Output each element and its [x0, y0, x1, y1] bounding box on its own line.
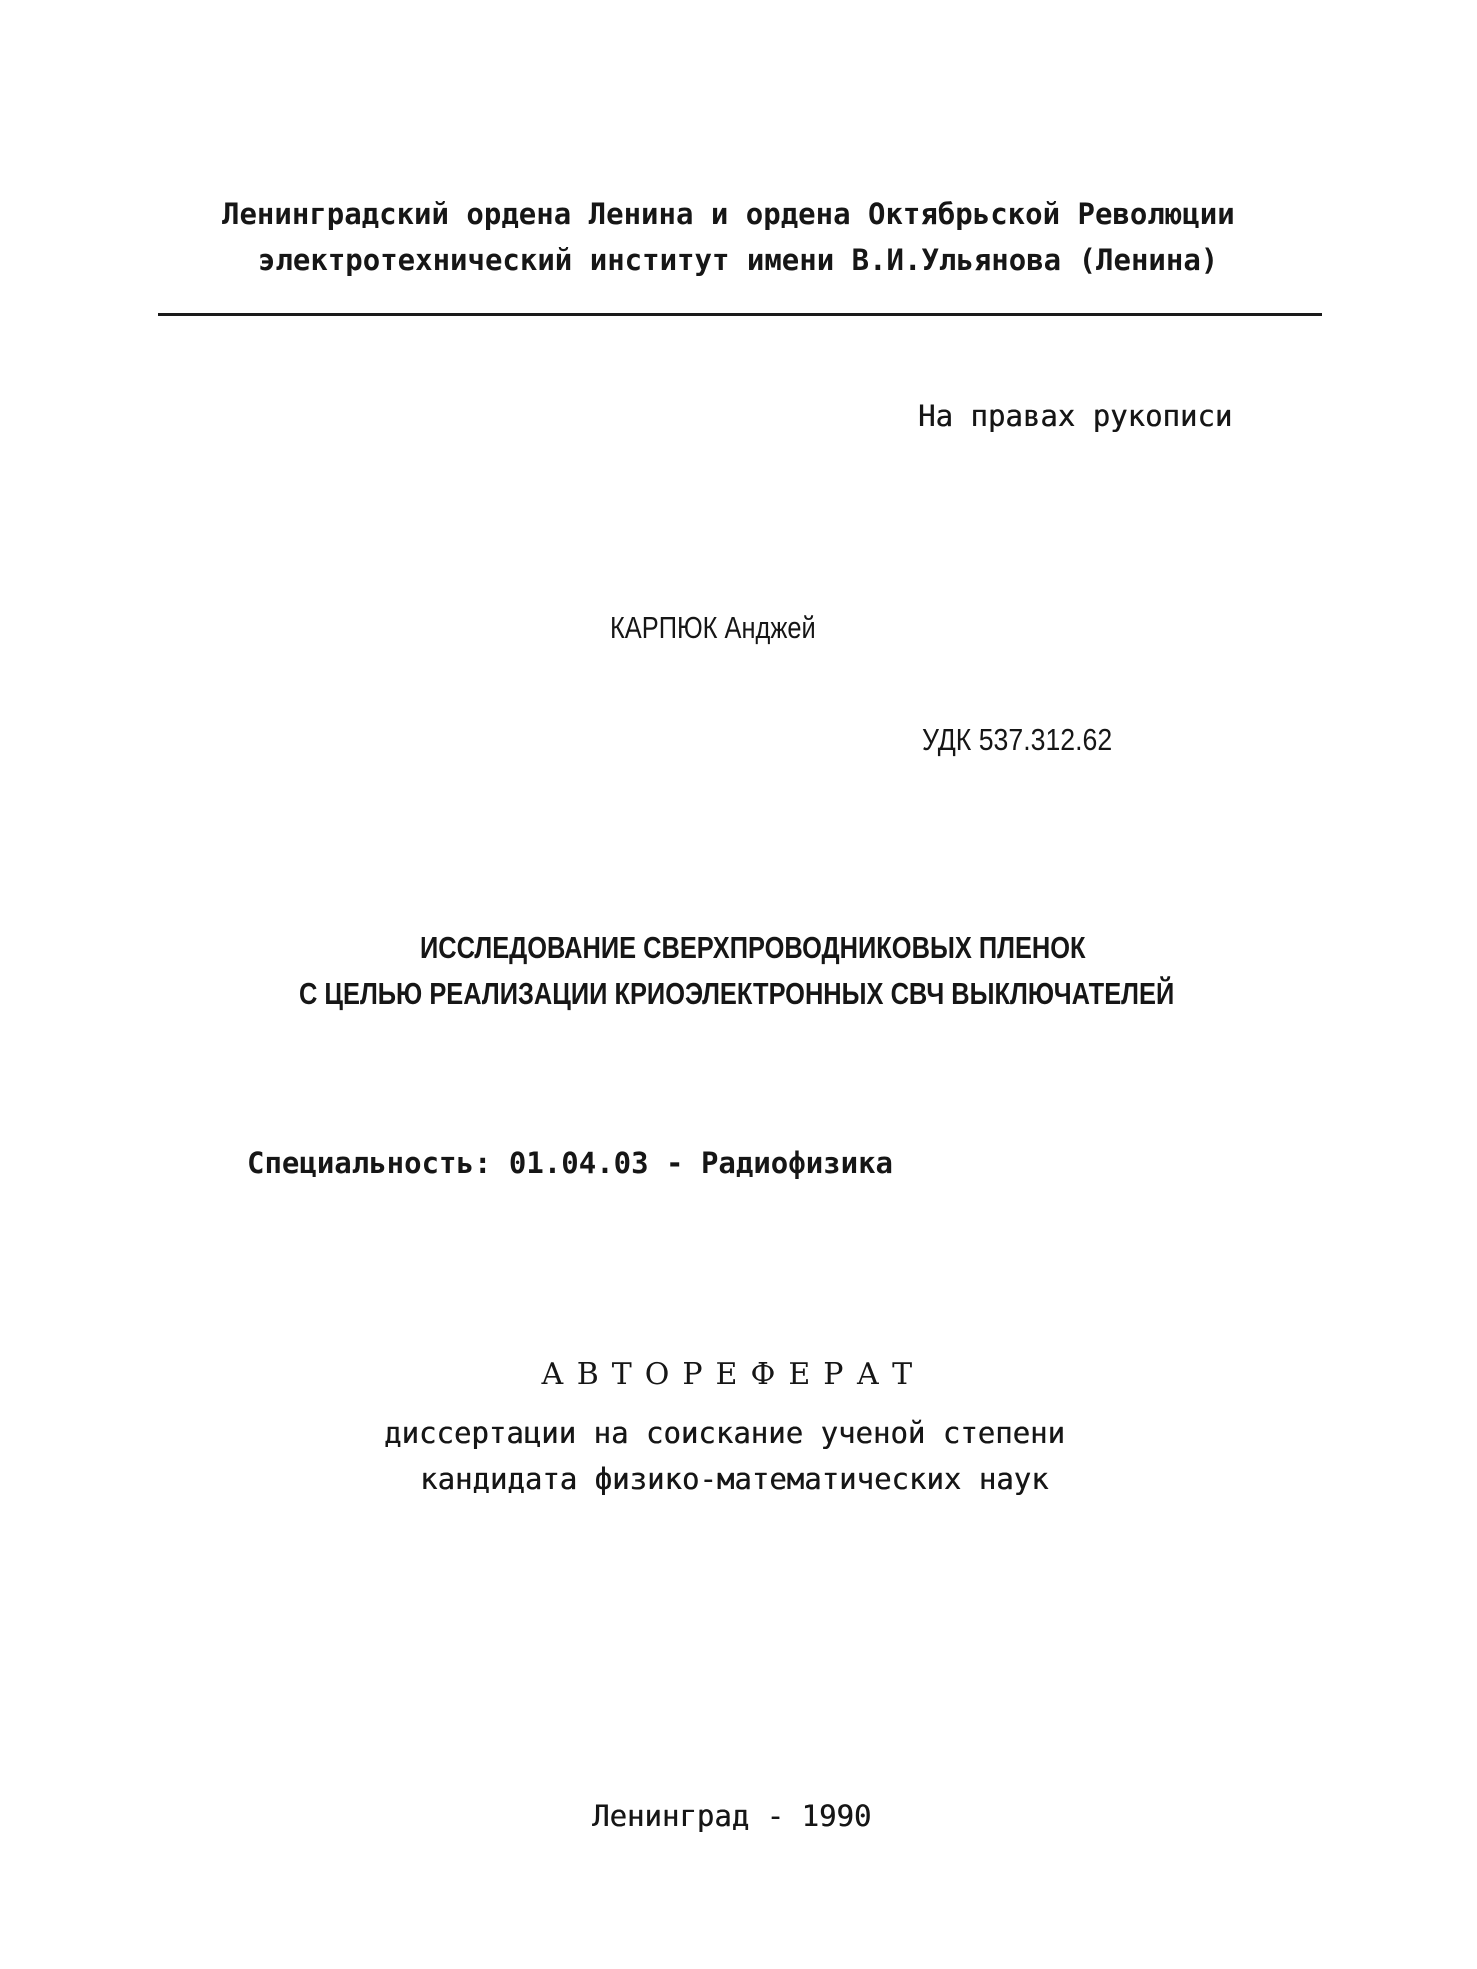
city-year: Ленинград - 1990: [592, 1799, 872, 1833]
header-divider: [158, 313, 1322, 316]
specialty: Специальность: 01.04.03 - Радиофизика: [247, 1146, 894, 1180]
dissertation-line-2: кандидата физико-математических наук: [420, 1462, 1049, 1496]
title-line-2: С ЦЕЛЬЮ РЕАЛИЗАЦИИ КРИОЭЛЕКТРОННЫХ СВЧ ВЫКЛЮЧАТЕЛЕЙ: [299, 976, 1175, 1011]
manuscript-note: На правах рукописи: [918, 399, 1233, 433]
udc-code: УДК 537.312.62: [922, 722, 1113, 757]
abstract-label: АВТОРЕФЕРАТ: [541, 1357, 926, 1392]
author-name: КАРПЮК Анджей: [610, 610, 816, 645]
title-line-1: ИССЛЕДОВАНИЕ СВЕРХПРОВОДНИКОВЫХ ПЛЕНОК: [420, 930, 1086, 965]
dissertation-line-1: диссертации на соискание ученой степени: [384, 1416, 1065, 1450]
institution-line-2: электротехнический институт имени В.И.Ульянова (Ленина): [258, 243, 1219, 277]
institution-line-1: Ленинградский ордена Ленина и ордена Октябрьской Революции: [222, 197, 1235, 231]
